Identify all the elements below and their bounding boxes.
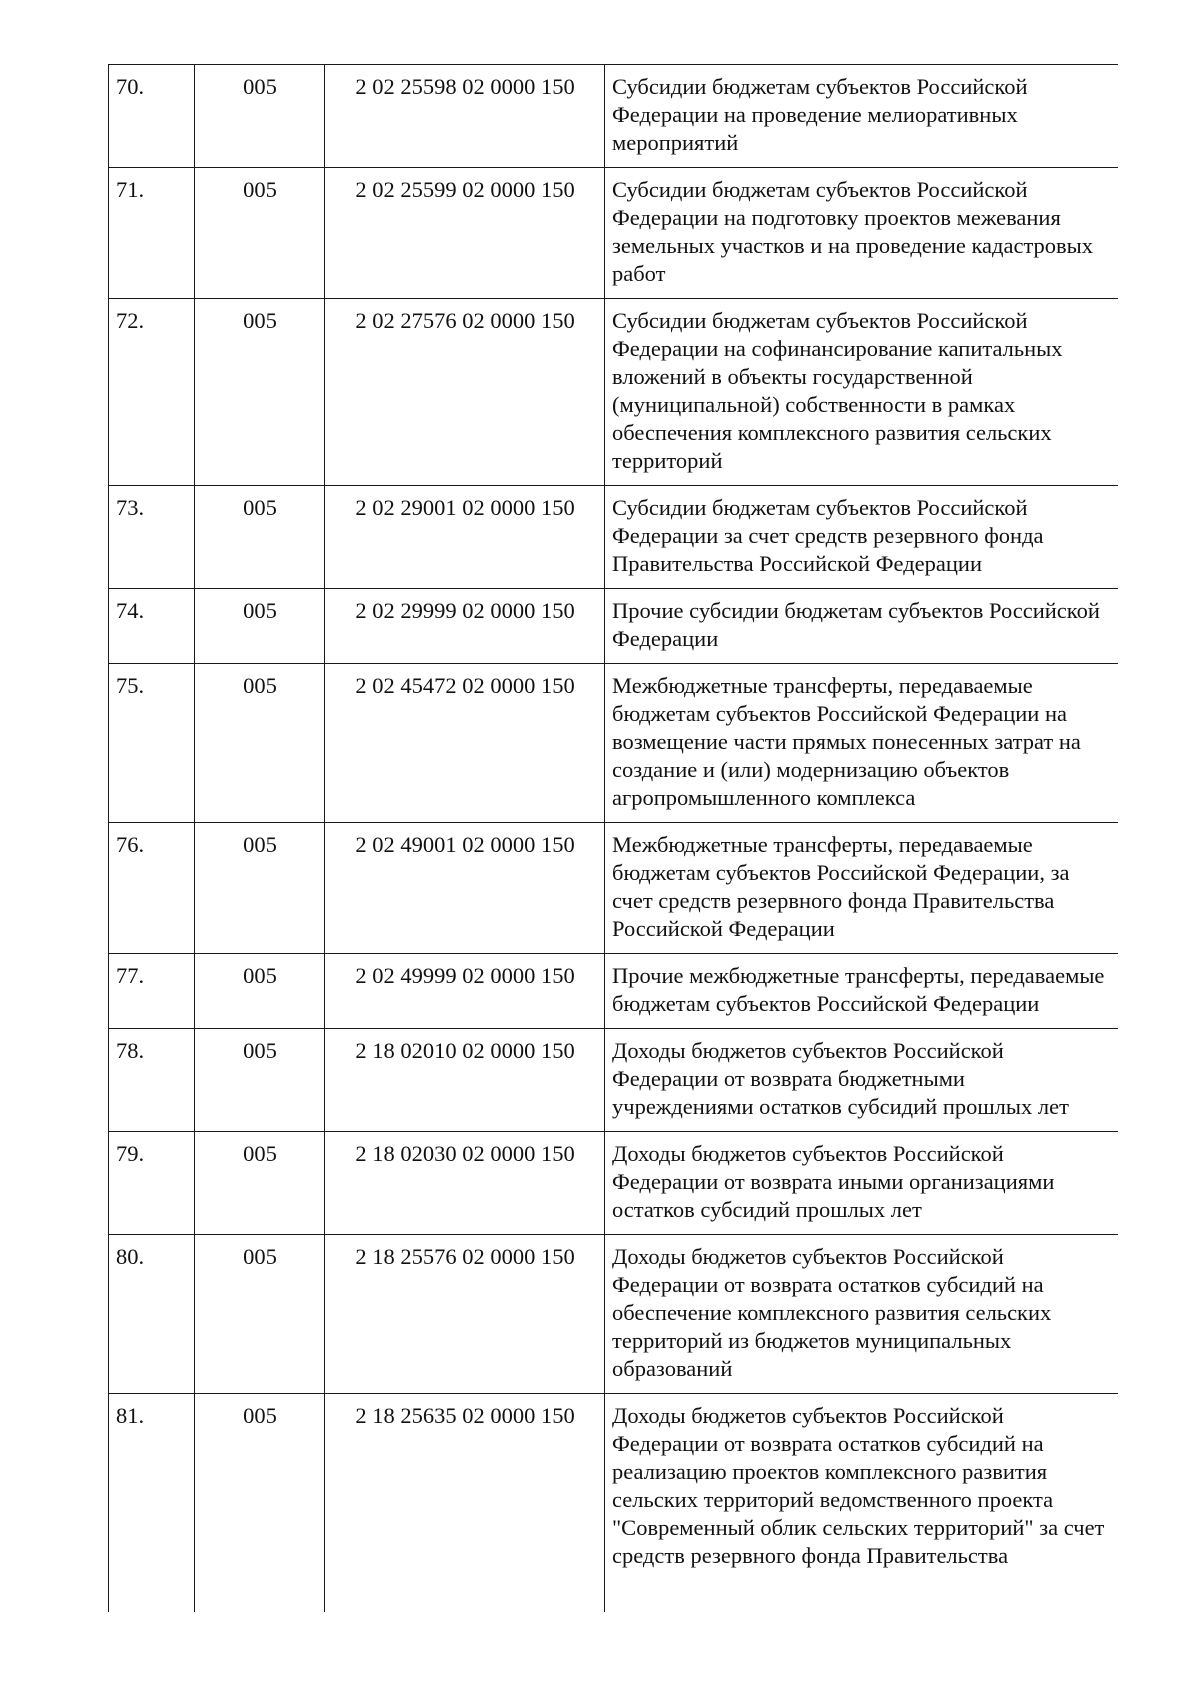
row-number: 74. <box>109 589 195 664</box>
table-row <box>109 823 1119 954</box>
budget-classification-code: 2 02 49001 02 0000 150 <box>325 823 605 954</box>
row-number: 81. <box>109 1394 195 1613</box>
administrator-code: 005 <box>195 1132 325 1235</box>
revenue-name: Субсидии бюджетам субъектов Российской Федерации на подготовку проектов межевания земельных участков и на проведение кадастровых работ <box>605 168 1119 299</box>
row-number: 78. <box>109 1029 195 1132</box>
administrator-code: 005 <box>195 1029 325 1132</box>
table-row <box>109 299 1119 486</box>
table-row <box>109 1029 1119 1132</box>
budget-classification-code: 2 18 25576 02 0000 150 <box>325 1235 605 1394</box>
administrator-code: 005 <box>195 1235 325 1394</box>
table-row <box>109 65 1119 168</box>
table-row <box>109 168 1119 299</box>
budget-classification-code: 2 02 49999 02 0000 150 <box>325 954 605 1029</box>
row-number: 77. <box>109 954 195 1029</box>
administrator-code: 005 <box>195 823 325 954</box>
row-number: 80. <box>109 1235 195 1394</box>
budget-revenue-table <box>108 64 1118 1612</box>
revenue-name: Прочие субсидии бюджетам субъектов Российской Федерации <box>605 589 1119 664</box>
row-number: 73. <box>109 486 195 589</box>
row-number: 71. <box>109 168 195 299</box>
table-row <box>109 1132 1119 1235</box>
table-row <box>109 954 1119 1029</box>
administrator-code: 005 <box>195 65 325 168</box>
administrator-code: 005 <box>195 954 325 1029</box>
revenue-name: Доходы бюджетов субъектов Российской Федерации от возврата бюджетными учреждениями остатков субсидий прошлых лет <box>605 1029 1119 1132</box>
administrator-code: 005 <box>195 168 325 299</box>
revenue-name: Доходы бюджетов субъектов Российской Федерации от возврата остатков субсидий на реализацию проектов комплексного развития сельских территорий ведомственного проекта "Современный облик сельских территорий" за счет средств резервного фонда Правительства <box>605 1394 1119 1613</box>
table-row <box>109 664 1119 823</box>
table-row <box>109 486 1119 589</box>
row-number: 70. <box>109 65 195 168</box>
budget-classification-code: 2 02 25598 02 0000 150 <box>325 65 605 168</box>
revenue-name: Прочие межбюджетные трансферты, передаваемые бюджетам субъектов Российской Федерации <box>605 954 1119 1029</box>
administrator-code: 005 <box>195 486 325 589</box>
budget-classification-code: 2 02 27576 02 0000 150 <box>325 299 605 486</box>
budget-classification-code: 2 02 45472 02 0000 150 <box>325 664 605 823</box>
row-number: 72. <box>109 299 195 486</box>
budget-classification-code: 2 02 29001 02 0000 150 <box>325 486 605 589</box>
revenue-name: Субсидии бюджетам субъектов Российской Федерации на проведение мелиоративных мероприятий <box>605 65 1119 168</box>
revenue-name: Субсидии бюджетам субъектов Российской Федерации на софинансирование капитальных вложений в объекты государственной (муниципальной) собственности в рамках обеспечения комплексного развития сельских территорий <box>605 299 1119 486</box>
administrator-code: 005 <box>195 1394 325 1613</box>
row-number: 79. <box>109 1132 195 1235</box>
row-number: 76. <box>109 823 195 954</box>
row-number: 75. <box>109 664 195 823</box>
table-row <box>109 1235 1119 1394</box>
administrator-code: 005 <box>195 664 325 823</box>
administrator-code: 005 <box>195 589 325 664</box>
administrator-code: 005 <box>195 299 325 486</box>
budget-classification-code: 2 02 25599 02 0000 150 <box>325 168 605 299</box>
document-page <box>108 64 1118 1644</box>
revenue-name: Межбюджетные трансферты, передаваемые бюджетам субъектов Российской Федерации на возмещение части прямых понесенных затрат на создание и (или) модернизацию объектов агропромышленного комплекса <box>605 664 1119 823</box>
table-row <box>109 1394 1119 1613</box>
budget-classification-code: 2 02 29999 02 0000 150 <box>325 589 605 664</box>
budget-classification-code: 2 18 02030 02 0000 150 <box>325 1132 605 1235</box>
revenue-name: Доходы бюджетов субъектов Российской Федерации от возврата иными организациями остатков субсидий прошлых лет <box>605 1132 1119 1235</box>
revenue-name: Доходы бюджетов субъектов Российской Федерации от возврата остатков субсидий на обеспечение комплексного развития сельских территорий из бюджетов муниципальных образований <box>605 1235 1119 1394</box>
revenue-name: Межбюджетные трансферты, передаваемые бюджетам субъектов Российской Федерации, за счет средств резервного фонда Правительства Российской Федерации <box>605 823 1119 954</box>
budget-classification-code: 2 18 02010 02 0000 150 <box>325 1029 605 1132</box>
budget-classification-code: 2 18 25635 02 0000 150 <box>325 1394 605 1613</box>
table-row <box>109 589 1119 664</box>
revenue-name: Субсидии бюджетам субъектов Российской Федерации за счет средств резервного фонда Правительства Российской Федерации <box>605 486 1119 589</box>
